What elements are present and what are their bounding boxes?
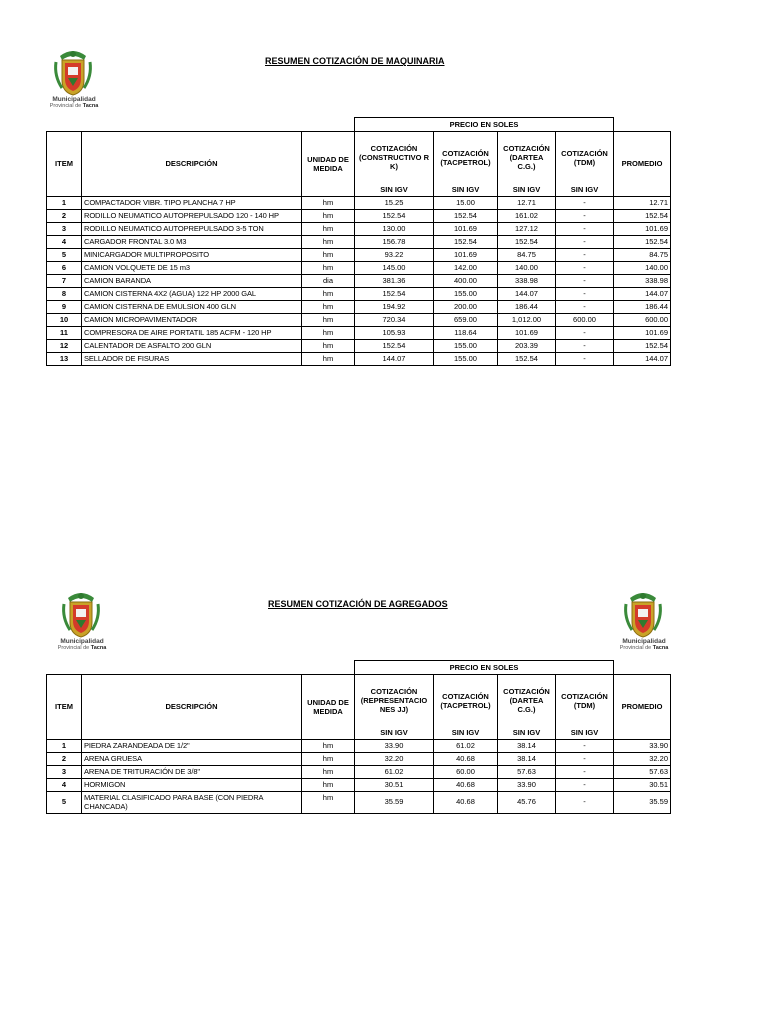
quote-value-cell: 32.20	[355, 752, 434, 765]
logo-line1: Municipalidad	[622, 638, 666, 645]
agregados-rows	[47, 739, 671, 813]
unit-cell: hm	[302, 261, 355, 274]
item-header: ITEM	[47, 132, 82, 197]
promedio-cell: 600.00	[614, 313, 671, 326]
quote-value-cell: 152.54	[355, 209, 434, 222]
table-row	[47, 339, 671, 352]
sin-igv-label: SIN IGV	[434, 184, 498, 197]
quote-header: COTIZACIÓN (TDM)	[556, 132, 614, 184]
description-cell: CAMION CISTERNA DE EMULSION 400 GLN	[82, 300, 302, 313]
quote-value-cell: 155.00	[434, 352, 498, 365]
quote-value-cell: -	[556, 778, 614, 791]
table-row	[47, 287, 671, 300]
description-cell: ARENA DE TRITURACIÓN DE 3/8"	[82, 765, 302, 778]
unit-cell: hm	[302, 222, 355, 235]
quote-value-cell: 144.07	[355, 352, 434, 365]
quote-value-cell: 155.00	[434, 287, 498, 300]
quote-header: COTIZACIÓN (TACPETROL)	[434, 132, 498, 184]
description-cell: CAMION VOLQUETE DE 15 m3	[82, 261, 302, 274]
quote-value-cell: 38.14	[498, 752, 556, 765]
municipal-logo	[52, 590, 110, 656]
table-row	[47, 352, 671, 365]
quote-value-cell: 600.00	[556, 313, 614, 326]
sin-igv-label: SIN IGV	[556, 727, 614, 740]
table-row	[47, 778, 671, 791]
coat-of-arms-icon	[614, 590, 672, 640]
sin-igv-label: SIN IGV	[355, 184, 434, 197]
sin-igv-label: SIN IGV	[556, 184, 614, 197]
logo-line2: Provincial de Tacna	[49, 103, 99, 109]
quote-value-cell: -	[556, 261, 614, 274]
description-cell: HORMIGON	[82, 778, 302, 791]
unit-cell: hm	[302, 326, 355, 339]
unit-cell: hm	[302, 248, 355, 261]
quote-value-cell: 33.90	[355, 739, 434, 752]
table-row	[47, 326, 671, 339]
promedio-cell: 12.71	[614, 196, 671, 209]
promedio-cell: 152.54	[614, 209, 671, 222]
item-cell: 6	[47, 261, 82, 274]
quote-value-cell: 61.02	[434, 739, 498, 752]
unit-cell: hm	[302, 778, 355, 791]
quote-value-cell: -	[556, 300, 614, 313]
quote-value-cell: 40.68	[434, 752, 498, 765]
unit-cell: hm	[302, 352, 355, 365]
unit-cell: hm	[302, 196, 355, 209]
quote-value-cell: 15.00	[434, 196, 498, 209]
quote-value-cell: 101.69	[498, 326, 556, 339]
promedio-cell: 35.59	[614, 791, 671, 813]
item-cell: 4	[47, 778, 82, 791]
quote-value-cell: 30.51	[355, 778, 434, 791]
quote-value-cell: 61.02	[355, 765, 434, 778]
description-cell: SELLADOR DE FISURAS	[82, 352, 302, 365]
description-cell: ARENA GRUESA	[82, 752, 302, 765]
quote-value-cell: 45.76	[498, 791, 556, 813]
description-cell: CAMION BARANDA	[82, 274, 302, 287]
sin-igv-label: SIN IGV	[498, 184, 556, 197]
quote-value-cell: 659.00	[434, 313, 498, 326]
promedio-cell: 338.98	[614, 274, 671, 287]
quote-value-cell: 381.36	[355, 274, 434, 287]
unit-cell: hm	[302, 752, 355, 765]
quote-value-cell: -	[556, 791, 614, 813]
description-cell: COMPRESORA DE AIRE PORTATIL 185 ACFM - 120 HP	[82, 326, 302, 339]
promedio-cell: 144.07	[614, 287, 671, 300]
description-cell: CARGADOR FRONTAL 3.0 M3	[82, 235, 302, 248]
quote-value-cell: 1,012.00	[498, 313, 556, 326]
quote-value-cell: 93.22	[355, 248, 434, 261]
quote-value-cell: 152.54	[355, 287, 434, 300]
quote-value-cell: 152.54	[355, 339, 434, 352]
precio-en-soles-header: PRECIO EN SOLES	[355, 661, 614, 675]
agregados-title: RESUMEN COTIZACIÓN DE AGREGADOS	[268, 599, 448, 609]
quote-value-cell: 127.12	[498, 222, 556, 235]
quote-value-cell: 118.64	[434, 326, 498, 339]
table-row	[47, 196, 671, 209]
description-cell: PIEDRA ZARANDEADA DE 1/2"	[82, 739, 302, 752]
quote-value-cell: -	[556, 196, 614, 209]
quote-value-cell: 140.00	[498, 261, 556, 274]
quote-value-cell: 161.02	[498, 209, 556, 222]
unit-cell: hm	[302, 313, 355, 326]
quote-value-cell: 38.14	[498, 739, 556, 752]
promedio-cell: 57.63	[614, 765, 671, 778]
quote-value-cell: 15.25	[355, 196, 434, 209]
table-row	[47, 274, 671, 287]
promedio-cell: 33.90	[614, 739, 671, 752]
quote-value-cell: 156.78	[355, 235, 434, 248]
promedio-cell: 84.75	[614, 248, 671, 261]
item-cell: 5	[47, 791, 82, 813]
quote-value-cell: 35.59	[355, 791, 434, 813]
logo-line1: Municipalidad	[52, 96, 96, 103]
quote-value-cell: 155.00	[434, 339, 498, 352]
description-cell: CAMION CISTERNA 4X2 (AGUA) 122 HP 2000 GAL	[82, 287, 302, 300]
quote-value-cell: 152.54	[498, 352, 556, 365]
promedio-cell: 101.69	[614, 222, 671, 235]
municipal-logo	[614, 590, 672, 656]
table-row	[47, 248, 671, 261]
quote-value-cell: 400.00	[434, 274, 498, 287]
quote-header: COTIZACIÓN (TACPETROL)	[434, 675, 498, 727]
description-cell: CAMION MICROPAVIMENTADOR	[82, 313, 302, 326]
table-row	[47, 300, 671, 313]
item-cell: 10	[47, 313, 82, 326]
quote-value-cell: 338.98	[498, 274, 556, 287]
promedio-cell: 144.07	[614, 352, 671, 365]
quote-header: COTIZACIÓN (CONSTRUCTIVO R K)	[355, 132, 434, 184]
quote-value-cell: -	[556, 352, 614, 365]
precio-en-soles-header: PRECIO EN SOLES	[355, 118, 614, 132]
logo-line2: Provincial de Tacna	[619, 645, 669, 651]
quote-value-cell: -	[556, 752, 614, 765]
quote-value-cell: 105.93	[355, 326, 434, 339]
table-row	[47, 235, 671, 248]
item-cell: 3	[47, 222, 82, 235]
quote-value-cell: -	[556, 765, 614, 778]
logo-line2: Provincial de Tacna	[57, 645, 107, 651]
quote-value-cell: 203.39	[498, 339, 556, 352]
item-cell: 13	[47, 352, 82, 365]
sin-igv-label: SIN IGV	[434, 727, 498, 740]
table-row	[47, 739, 671, 752]
quote-value-cell: 40.68	[434, 791, 498, 813]
sin-igv-label: SIN IGV	[498, 727, 556, 740]
table-row	[47, 765, 671, 778]
descripcion-header: DESCRIPCIÓN	[82, 675, 302, 740]
unit-cell: hm	[302, 235, 355, 248]
maquinaria-title: RESUMEN COTIZACIÓN DE MAQUINARIA	[265, 56, 445, 66]
quote-value-cell: 152.54	[434, 209, 498, 222]
quote-value-cell: -	[556, 209, 614, 222]
table-row	[47, 209, 671, 222]
quote-value-cell: 194.92	[355, 300, 434, 313]
description-cell: CALENTADOR DE ASFALTO 200 GLN	[82, 339, 302, 352]
quote-value-cell: 200.00	[434, 300, 498, 313]
item-cell: 2	[47, 209, 82, 222]
quote-value-cell: 145.00	[355, 261, 434, 274]
quote-value-cell: 720.34	[355, 313, 434, 326]
description-cell: RODILLO NEUMATICO AUTOPREPULSADO 120 - 140 HP	[82, 209, 302, 222]
item-cell: 7	[47, 274, 82, 287]
quote-value-cell: 57.63	[498, 765, 556, 778]
item-cell: 11	[47, 326, 82, 339]
description-cell: COMPACTADOR VIBR. TIPO PLANCHA 7 HP	[82, 196, 302, 209]
quote-header: COTIZACIÓN (DARTEA C.G.)	[498, 675, 556, 727]
unit-cell: hm	[302, 287, 355, 300]
quote-header: COTIZACIÓN (REPRESENTACIO NES JJ)	[355, 675, 434, 727]
sin-igv-label: SIN IGV	[355, 727, 434, 740]
quote-value-cell: 130.00	[355, 222, 434, 235]
quote-value-cell: 152.54	[498, 235, 556, 248]
unit-cell: hm	[302, 300, 355, 313]
quote-value-cell: 144.07	[498, 287, 556, 300]
quote-value-cell: 142.00	[434, 261, 498, 274]
unit-cell: hm	[302, 739, 355, 752]
promedio-cell: 140.00	[614, 261, 671, 274]
maquinaria-table	[46, 117, 671, 366]
quote-value-cell: -	[556, 235, 614, 248]
item-cell: 9	[47, 300, 82, 313]
promedio-cell: 32.20	[614, 752, 671, 765]
table-row	[47, 313, 671, 326]
unit-cell: hm	[302, 339, 355, 352]
item-cell: 3	[47, 765, 82, 778]
promedio-cell: 186.44	[614, 300, 671, 313]
quote-header: COTIZACIÓN (DARTEA C.G.)	[498, 132, 556, 184]
unit-cell: hm	[302, 791, 355, 813]
table-row	[47, 791, 671, 813]
promedio-cell: 152.54	[614, 235, 671, 248]
description-cell: MATERIAL CLASIFICADO PARA BASE (CON PIEDRA CHANCADA)	[82, 791, 302, 813]
item-cell: 12	[47, 339, 82, 352]
quote-value-cell: -	[556, 739, 614, 752]
agregados-table	[46, 660, 671, 814]
quote-header: COTIZACIÓN (TDM)	[556, 675, 614, 727]
quote-value-cell: 186.44	[498, 300, 556, 313]
promedio-header: PROMEDIO	[614, 132, 671, 197]
item-cell: 2	[47, 752, 82, 765]
description-cell: RODILLO NEUMATICO AUTOPREPULSADO 3-5 TON	[82, 222, 302, 235]
unidad-header: UNIDAD DE MEDIDA	[302, 675, 355, 740]
quote-value-cell: 152.54	[434, 235, 498, 248]
quote-value-cell: -	[556, 274, 614, 287]
promedio-cell: 152.54	[614, 339, 671, 352]
logo-line1: Municipalidad	[60, 638, 104, 645]
unit-cell: hm	[302, 765, 355, 778]
item-cell: 1	[47, 739, 82, 752]
coat-of-arms-icon	[52, 590, 110, 640]
table-row	[47, 752, 671, 765]
maquinaria-rows	[47, 196, 671, 365]
quote-value-cell: 12.71	[498, 196, 556, 209]
unidad-header: UNIDAD DE MEDIDA	[302, 132, 355, 197]
quote-value-cell: -	[556, 339, 614, 352]
quote-value-cell: -	[556, 248, 614, 261]
quote-value-cell: -	[556, 326, 614, 339]
descripcion-header: DESCRIPCIÓN	[82, 132, 302, 197]
quote-value-cell: 60.00	[434, 765, 498, 778]
quote-value-cell: 101.69	[434, 248, 498, 261]
item-cell: 8	[47, 287, 82, 300]
quote-value-cell: 33.90	[498, 778, 556, 791]
item-cell: 4	[47, 235, 82, 248]
quote-value-cell: 84.75	[498, 248, 556, 261]
unit-cell: dia	[302, 274, 355, 287]
item-cell: 1	[47, 196, 82, 209]
table-row	[47, 222, 671, 235]
promedio-cell: 101.69	[614, 326, 671, 339]
coat-of-arms-icon	[44, 48, 102, 98]
item-cell: 5	[47, 248, 82, 261]
quote-value-cell: 40.68	[434, 778, 498, 791]
table-row	[47, 261, 671, 274]
item-header: ITEM	[47, 675, 82, 740]
unit-cell: hm	[302, 209, 355, 222]
promedio-cell: 30.51	[614, 778, 671, 791]
quote-value-cell: -	[556, 222, 614, 235]
quote-value-cell: 101.69	[434, 222, 498, 235]
quote-value-cell: -	[556, 287, 614, 300]
promedio-header: PROMEDIO	[614, 675, 671, 740]
municipal-logo	[44, 48, 102, 114]
description-cell: MINICARGADOR MULTIPROPOSITO	[82, 248, 302, 261]
